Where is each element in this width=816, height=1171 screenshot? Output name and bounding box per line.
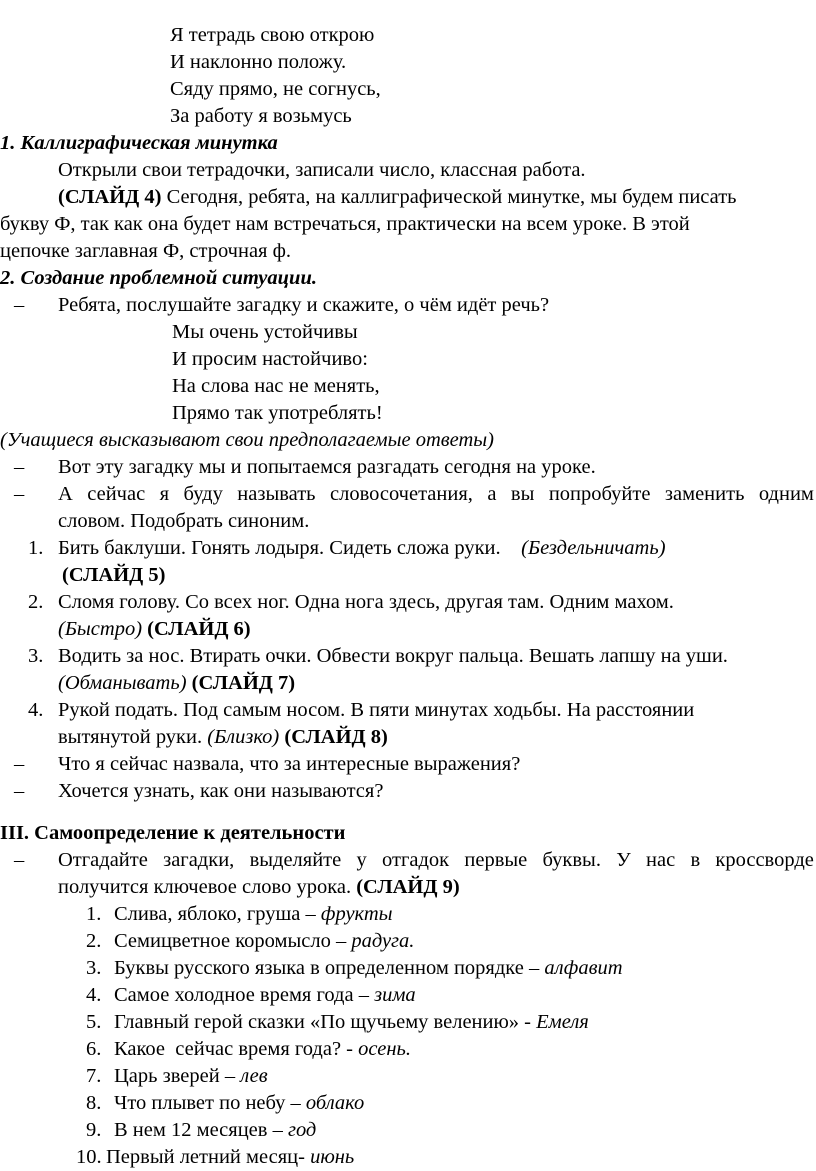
riddle-number: 4.	[86, 984, 102, 1006]
note-line	[0, 427, 816, 454]
poem-line	[0, 103, 816, 130]
item-number: 1.	[28, 537, 44, 559]
riddle-item-text	[114, 1009, 589, 1036]
word: У	[616, 849, 631, 871]
slide-ref: (СЛАЙД 7)	[191, 672, 296, 694]
item-text	[58, 535, 666, 562]
word: загадки,	[163, 849, 235, 871]
riddle-question: В нем 12 месяцев –	[114, 1119, 288, 1141]
dash-bullet: –	[14, 483, 25, 505]
word: буквы.	[542, 849, 601, 871]
word: выделяйте	[249, 849, 342, 871]
word: называть	[237, 483, 316, 505]
dash-item-cont	[0, 508, 816, 535]
riddle-line	[0, 319, 816, 346]
word: попробуйте	[548, 483, 651, 505]
item-text: Водить за нос. Втирать очки. Обвести вокруг пальца. Вешать лапшу на уши.	[58, 645, 728, 667]
riddle-number: 5.	[86, 1011, 102, 1033]
dash-text: Вот эту загадку мы и попытаемся разгадать сегодня на уроке.	[58, 456, 596, 478]
riddle-answer: лев	[240, 1065, 268, 1087]
poem-line	[0, 49, 816, 76]
dash-item-cont	[0, 874, 816, 901]
slide-ref: (СЛАЙД 8)	[284, 726, 388, 748]
numbered-item	[0, 697, 816, 724]
riddle-answer-list	[0, 901, 816, 1171]
riddle-number: 3.	[86, 957, 102, 979]
riddle-item	[0, 1036, 816, 1063]
paragraph-span: Сегодня, ребята, на каллиграфической минутке, мы будем писать	[166, 186, 737, 208]
riddle-item	[0, 955, 816, 982]
numbered-item-cont	[0, 724, 816, 751]
riddle-item-text	[114, 955, 623, 982]
poem-text: За работу я возьмусь	[170, 105, 352, 127]
riddle-item-text	[106, 1144, 354, 1171]
riddle-answer: радуга.	[351, 930, 415, 952]
riddle-number: 7.	[86, 1065, 102, 1087]
poem-line	[0, 76, 816, 103]
paragraph-text: Открыли свои тетрадочки, записали число, классная работа.	[58, 159, 586, 181]
word: нас	[646, 849, 676, 871]
riddle-question: Главный герой сказки «По щучьему велению» -	[114, 1011, 537, 1033]
riddle-item-text	[114, 982, 416, 1009]
riddle-text: Прямо так употреблять!	[172, 402, 383, 424]
item-phrase: вытянутой руки.	[58, 726, 203, 748]
item-answer-line	[58, 670, 295, 697]
dash-bullet: –	[14, 456, 25, 478]
riddle-item-text	[114, 1036, 411, 1063]
numbered-item-cont	[0, 670, 816, 697]
riddle-item	[0, 928, 816, 955]
poem-text: И наклонно положу.	[170, 51, 347, 73]
word: кроссворде	[715, 849, 814, 871]
numbered-item	[0, 589, 816, 616]
item-number: 2.	[28, 591, 44, 613]
riddle-item	[0, 1063, 816, 1090]
paragraph-text	[58, 184, 737, 211]
riddle-answer: фрукты	[320, 903, 393, 925]
word: А	[58, 483, 73, 505]
dash-item	[0, 481, 816, 508]
dash-item	[0, 454, 816, 481]
spacer	[0, 805, 816, 820]
riddle-question: Какое сейчас время года? -	[114, 1038, 359, 1060]
word: заменить	[664, 483, 745, 505]
riddle-number: 10.	[76, 1146, 102, 1168]
paragraph-line	[0, 157, 816, 184]
poem-line	[0, 22, 816, 49]
riddle-question: Слива, яблоко, груша –	[114, 903, 321, 925]
dash-text: Ребята, послушайте загадку и скажите, о чём идёт речь?	[58, 294, 550, 316]
riddle-line	[0, 373, 816, 400]
item-answer: (Бездельничать)	[521, 537, 666, 559]
riddle-item	[0, 901, 816, 928]
slide-ref: (СЛАЙД 6)	[147, 618, 251, 640]
riddle-answer: осень.	[358, 1038, 411, 1060]
dash-text	[58, 874, 460, 901]
dash-bullet: –	[14, 780, 25, 802]
riddle-answer: алфавит	[544, 957, 623, 979]
riddle-number: 1.	[86, 903, 102, 925]
section-title: III. Самоопределение к деятельности	[0, 822, 346, 844]
paragraph-line	[0, 211, 816, 238]
dash-span: получится ключевое слово урока.	[58, 876, 352, 898]
riddle-question: Семицветное коромысло –	[114, 930, 352, 952]
section-title: 2. Создание проблемной ситуации.	[0, 267, 317, 289]
word: а	[487, 483, 497, 505]
riddle-question: Буквы русского языка в определенном порядке –	[114, 957, 545, 979]
numbered-item	[0, 643, 816, 670]
document-page	[0, 22, 816, 1171]
riddle-text: И просим настойчиво:	[172, 348, 368, 370]
numbered-item	[0, 535, 816, 562]
numbered-item-cont	[0, 562, 816, 589]
slide-ref: (СЛАЙД 4)	[58, 186, 162, 208]
dash-bullet: –	[14, 753, 25, 775]
word: буду	[183, 483, 223, 505]
dash-text-justified	[58, 847, 814, 874]
item-answer: (Близко)	[207, 726, 280, 748]
word: первые	[464, 849, 528, 871]
riddle-line	[0, 346, 816, 373]
poem-text: Я тетрадь свою открою	[170, 24, 375, 46]
dash-item	[0, 847, 816, 874]
riddle-question: Первый летний месяц-	[106, 1146, 311, 1168]
item-text: Сломя голову. Со всех ног. Одна нога здесь, другая там. Одним махом.	[58, 591, 674, 613]
item-answer: (Обманывать)	[58, 672, 187, 694]
paragraph-text: цепочке заглавная Ф, строчная ф.	[0, 240, 292, 262]
dash-text: Хочется узнать, как они называются?	[58, 780, 384, 802]
dash-item	[0, 292, 816, 319]
riddle-item-text	[114, 901, 393, 928]
dash-bullet: –	[14, 849, 25, 871]
dash-item	[0, 751, 816, 778]
item-answer-line	[58, 724, 388, 751]
riddle-answer: зима	[374, 984, 416, 1006]
word: в	[690, 849, 701, 871]
dash-text: Что я сейчас назвала, что за интересные выражения?	[58, 753, 521, 775]
item-number: 4.	[28, 699, 44, 721]
word: одним	[758, 483, 814, 505]
riddle-question: Царь зверей –	[114, 1065, 241, 1087]
riddle-number: 9.	[86, 1119, 102, 1141]
dash-bullet: –	[14, 294, 25, 316]
paragraph-text: букву Ф, так как она будет нам встречаться, практически на всем уроке. В этой	[0, 213, 690, 235]
riddle-item	[0, 982, 816, 1009]
poem-text: Сяду прямо, не согнусь,	[170, 78, 381, 100]
item-phrase: Бить баклуши. Гонять лодыря. Сидеть сложа руки.	[58, 537, 501, 559]
dash-item	[0, 778, 816, 805]
riddle-item	[0, 1009, 816, 1036]
section-heading	[0, 265, 816, 292]
student-note: (Учащиеся высказывают свои предполагаемые ответы)	[0, 429, 495, 451]
riddle-text: На слова нас не менять,	[172, 375, 380, 397]
riddle-number: 2.	[86, 930, 102, 952]
riddle-item-text	[114, 1063, 268, 1090]
riddle-line	[0, 400, 816, 427]
riddle-item	[0, 1144, 816, 1171]
riddle-answer: июнь	[310, 1146, 355, 1168]
slide-ref: (СЛАЙД 5)	[62, 564, 166, 586]
dash-text-justified	[58, 481, 814, 508]
word: Отгадайте	[58, 849, 148, 871]
riddle-item-text	[114, 1090, 364, 1117]
item-number: 3.	[28, 645, 44, 667]
riddle-answer: Емеля	[536, 1011, 589, 1033]
item-answer: (Быстро)	[58, 618, 143, 640]
item-answer-line	[58, 616, 251, 643]
dash-text: словом. Подобрать синоним.	[58, 510, 310, 532]
item-text: Рукой подать. Под самым носом. В пяти минутах ходьбы. На расстоянии	[58, 699, 695, 721]
numbered-item-cont	[0, 616, 816, 643]
riddle-number: 6.	[86, 1038, 102, 1060]
riddle-text: Мы очень устойчивы	[172, 321, 358, 343]
word: отгадок	[382, 849, 450, 871]
paragraph-line	[0, 184, 816, 211]
word: сейчас	[87, 483, 146, 505]
section-heading	[0, 130, 816, 157]
paragraph-line	[0, 238, 816, 265]
word: у	[356, 849, 367, 871]
riddle-item	[0, 1090, 816, 1117]
slide-ref: (СЛАЙД 9)	[356, 876, 460, 898]
riddle-answer: год	[287, 1119, 317, 1141]
riddle-question: Что плывет по небу –	[114, 1092, 306, 1114]
riddle-answer: облако	[305, 1092, 365, 1114]
riddle-question: Самое холодное время года –	[114, 984, 375, 1006]
riddle-item	[0, 1117, 816, 1144]
riddle-number: 8.	[86, 1092, 102, 1114]
riddle-item-text	[114, 928, 414, 955]
word: вы	[510, 483, 535, 505]
section-heading	[0, 820, 816, 847]
riddle-item-text	[114, 1117, 316, 1144]
word: я	[159, 483, 170, 505]
section-title: 1. Каллиграфическая минутка	[0, 132, 278, 154]
word: словосочетания,	[329, 483, 473, 505]
